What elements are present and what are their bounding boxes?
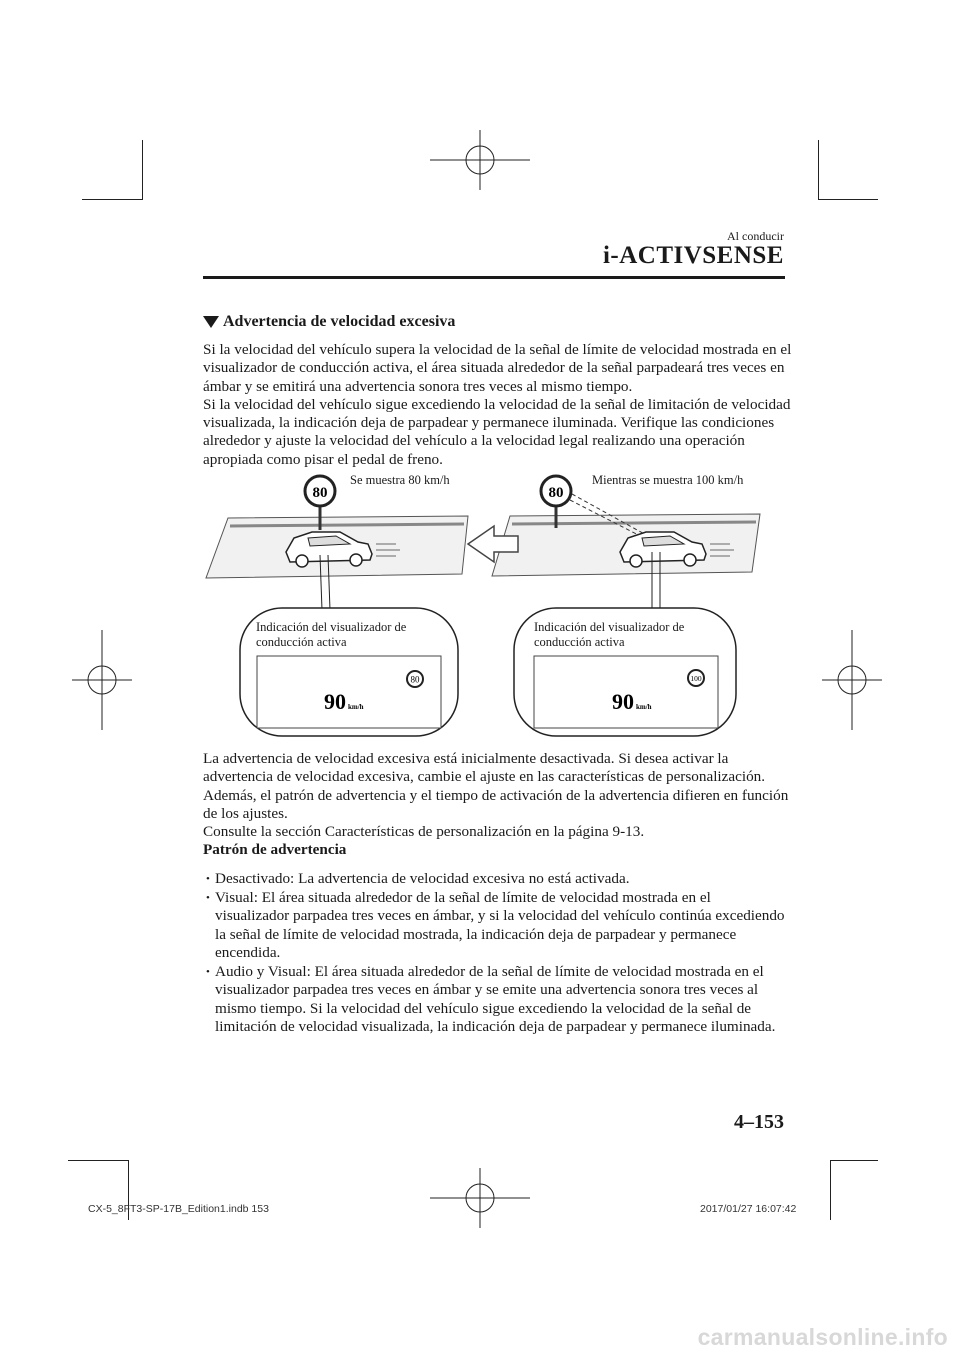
speed-warning-diagram <box>200 460 790 750</box>
body-text <box>203 750 793 841</box>
registration-mark-right <box>822 630 882 730</box>
intro-paragraph: Si la velocidad del vehículo supera la velocidad de la señal de límite de velocidad mostrada en el visualizador de conducción activa, el área situada alrededor de la señal parpadeará tres veces en ámbar y se emitirá una advertencia sonora tres veces al mismo tiempo. <box>203 341 792 395</box>
intro-text <box>203 341 793 469</box>
watermark: carmanualsonline.info <box>697 1324 948 1350</box>
triangle-bullet-icon <box>203 316 219 328</box>
left-caption: Se muestra 80 km/h <box>350 473 450 487</box>
intro-paragraph: Si la velocidad del vehículo sigue excediendo la velocidad de la señal de limitación de velocidad visualizada, la indicación deja de parpadear y permanece iluminada. Verifique las condiciones alrededor y ajuste la velocidad del vehículo a la velocidad legal realizando una operación apropiada como pisar el pedal de freno. <box>203 395 791 468</box>
right-display-sign-value: 100 <box>690 674 702 683</box>
right-display-speed: 90 <box>612 689 634 714</box>
left-display-unit: km/h <box>348 703 364 711</box>
right-caption: Mientras se muestra 100 km/h <box>592 473 744 487</box>
page-number: 4–153 <box>734 1111 784 1133</box>
right-display-unit: km/h <box>636 703 652 711</box>
header-rule <box>203 276 785 279</box>
list-item: • Desactivado: La advertencia de velocidad excesiva no está activada. <box>206 870 786 889</box>
subsection-heading <box>203 313 455 331</box>
registration-mark-left <box>72 630 132 730</box>
diagram-illustration <box>200 460 790 750</box>
list-item: • Audio y Visual: El área situada alrededor de la señal de límite de velocidad mostrada en el visualizador parpadea tres veces en ámbar y se emite una advertencia sonora tres veces al mismo tiempo. Si la velocidad del vehículo sigue excediendo la velocidad de la señal de limitación de velocidad visualizada, la indicación deja de parpadear y permanece iluminada. <box>206 963 786 1037</box>
registration-mark-top <box>430 130 530 190</box>
subsection-heading-text: Advertencia de velocidad excesiva <box>223 313 456 330</box>
section-subtitle: Al conducir <box>727 229 784 243</box>
road-sign-left-value: 80 <box>312 485 328 501</box>
body-paragraph: La advertencia de velocidad excesiva está inicialmente desactivada. Si desea activar la advertencia de velocidad excesiva, cambie el ajuste en las características de personalización. <box>203 750 766 786</box>
registration-mark-bottom <box>430 1168 530 1228</box>
right-panel-label: Indicación del visualizador de conducción activa <box>534 620 685 649</box>
left-display-sign-value: 80 <box>410 674 420 685</box>
road-sign-right-value: 80 <box>548 485 564 501</box>
body-paragraph: Consulte la sección Características de personalización en la página 9-13. <box>203 823 645 841</box>
body-paragraph: Además, el patrón de advertencia y el tiempo de activación de la advertencia difieren en función de los ajustes. <box>203 786 789 822</box>
pattern-label: Patrón de advertencia <box>203 841 347 858</box>
imprint-timestamp: 2017/01/27 16:07:42 <box>700 1203 797 1215</box>
pattern-list <box>206 870 786 1037</box>
imprint-file: CX-5_8FT3-SP-17B_Edition1.indb 153 <box>88 1203 269 1215</box>
left-panel-label: Indicación del visualizador de conducción activa <box>256 620 407 649</box>
left-display-speed: 90 <box>324 689 346 714</box>
list-item: • Visual: El área situada alrededor de la señal de límite de velocidad mostrada en el visualizador parpadea tres veces en ámbar, y si la velocidad del vehículo continúa excediendo la señal de límite de velocidad mostrada, la indicación deja de parpadear y permanece encendida. <box>206 889 786 963</box>
section-title: i-ACTIVSENSE <box>602 242 784 269</box>
